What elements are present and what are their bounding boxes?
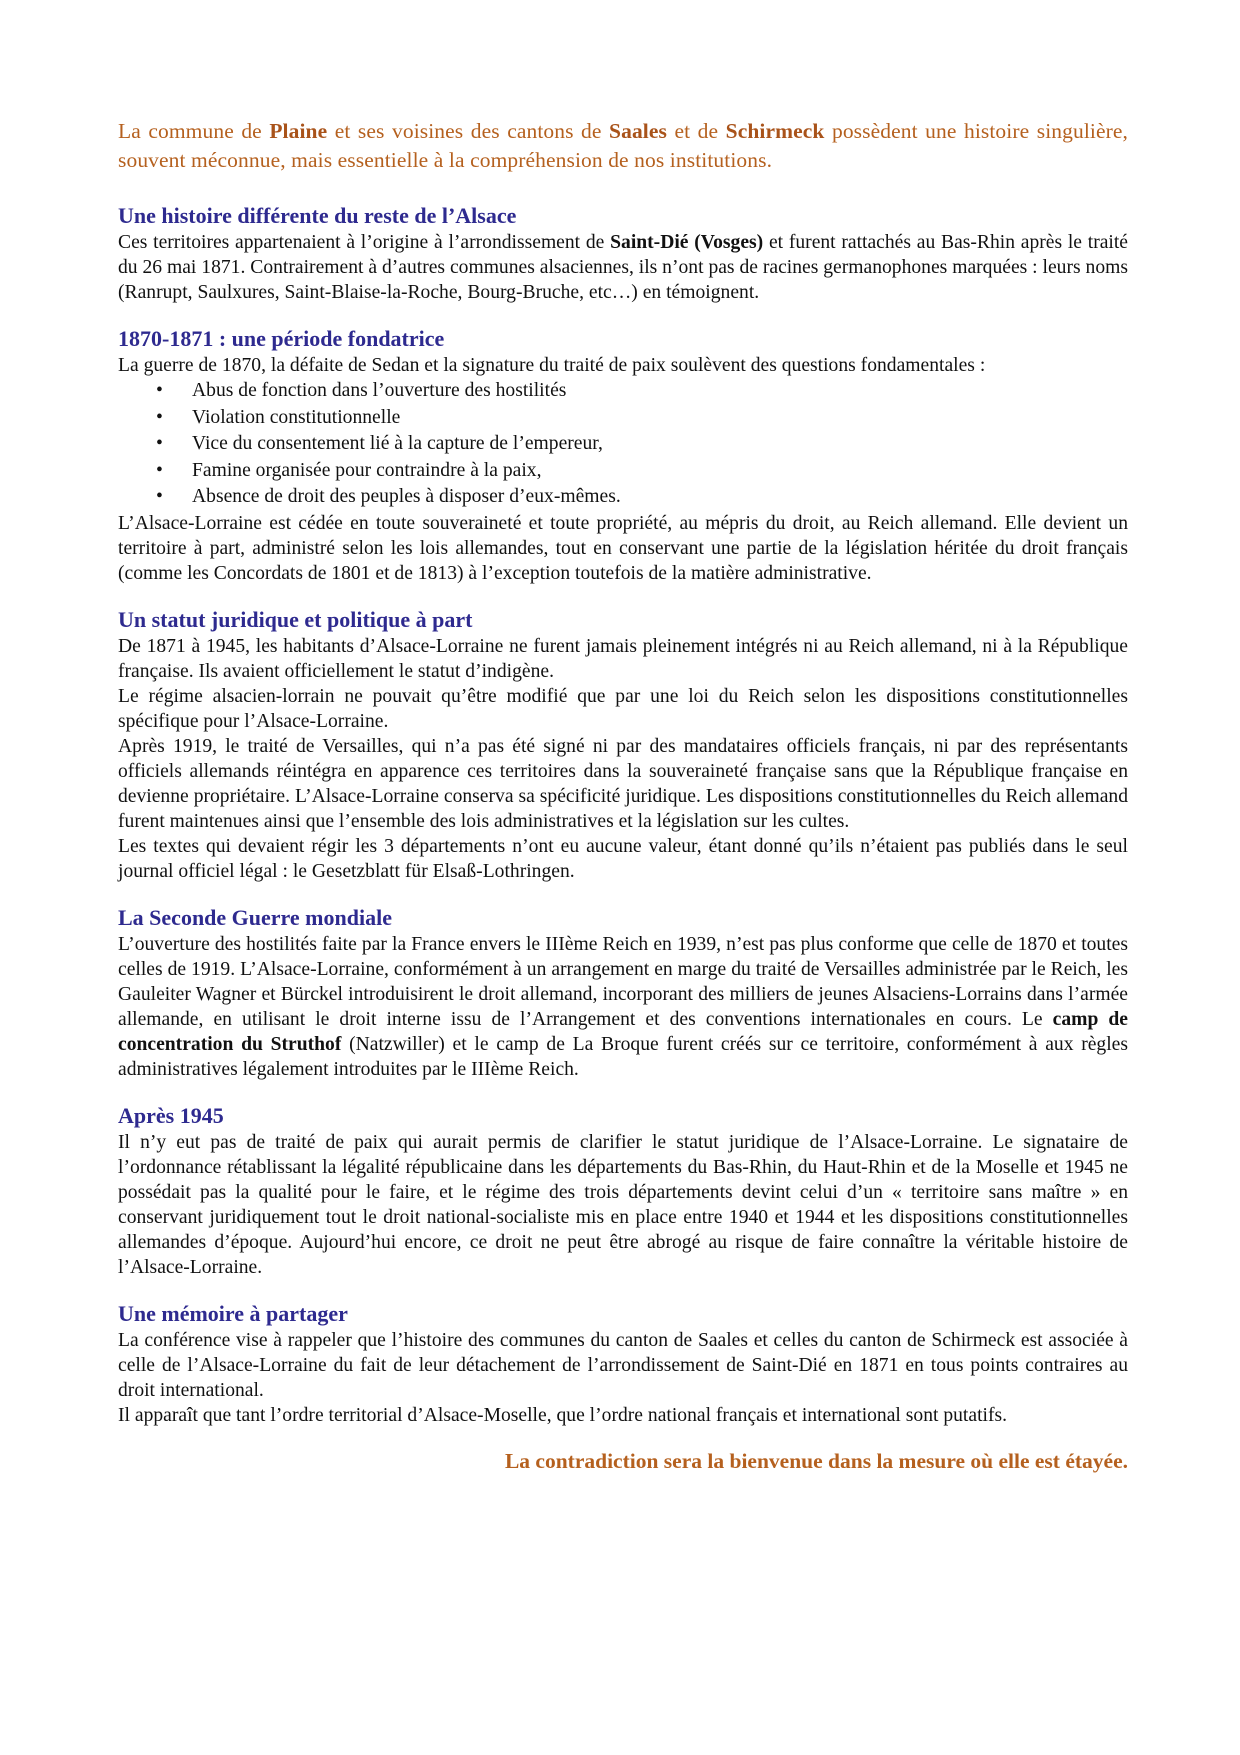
section-seconde-guerre (118, 905, 1128, 1082)
list-item-text: Absence de droit des peuples à disposer d’eux-mêmes. (192, 486, 621, 507)
list-item (156, 405, 1128, 432)
section-paragraph (118, 230, 1128, 305)
section-heading: Un statut juridique et politique à part (118, 606, 473, 632)
bullet-icon: • (156, 380, 163, 401)
bold-struthof: camp de concentration du Struthof (118, 1008, 1128, 1055)
list-item (156, 378, 1128, 405)
list-item-text: Vice du consentement lié à la capture de l’empereur, (192, 433, 603, 454)
section-statut-juridique (118, 607, 1128, 884)
section-memoire (118, 1301, 1128, 1428)
paragraph-text: (Natzwiller) et le camp de La Broque furent créés sur ce territoire, conformément à aux règles administratives légalement introduites par le IIIème Reich. (118, 1033, 1128, 1080)
list-item (156, 431, 1128, 458)
list-item (156, 484, 1128, 511)
list-item-text: Violation constitutionnelle (192, 406, 401, 428)
place-name-plaine: Plaine (269, 119, 328, 143)
section-lead: La guerre de 1870, la défaite de Sedan et la signature du traité de paix soulèvent des questions fondamentales : (118, 355, 986, 376)
bullet-icon: • (156, 433, 163, 454)
intro-text: possèdent une histoire singulière, souvent méconnue, mais essentielle à la compréhension de nos institutions. (118, 119, 1128, 172)
section-heading: Après 1945 (118, 1102, 224, 1128)
bullet-icon: • (156, 406, 163, 428)
section-heading: Une histoire différente du reste de l’Alsace (118, 203, 517, 228)
paragraph-text: et furent rattachés au Bas-Rhin après le traité du 26 mai 1871. Contrairement à d’autres communes alsaciennes, ils n’ont pas de racines germanophones marquées : leurs noms (Ranrupt, Saulxures, Saint-Blaise-la-Roche, Bourg-Bruche, etc…) en témoignent. (118, 232, 1128, 303)
section-heading: 1870-1871 : une période fondatrice (118, 326, 445, 351)
document-page (118, 117, 1128, 1474)
section-paragraph: Le régime alsacien-lorrain ne pouvait qu’être modifié que par une loi du Reich selon les dispositions constitutionnelles spécifique pour l’Alsace-Lorraine. (118, 685, 1128, 732)
section-paragraph: Il n’y eut pas de traité de paix qui aurait permis de clarifier le statut juridique de l’Alsace-Lorraine. Le signataire de l’ordonnance rétablissant la légalité républicaine dans les départements du Bas-Rhin, du Haut-Rhin et de la Moselle et 1945 ne possédait pas la qualité pour le faire, et le régime des trois départements devint celui d’un « territoire sans maître » en conservant juridiquement tout le droit national-socialiste mis en place entre 1940 et 1944 et les dispositions constitutionnelles allemandes d’époque. Aujourd’hui encore, ce droit ne peut être abrogé au risque de faire connaître la véritable histoire de l’Alsace-Lorraine. (118, 1131, 1128, 1278)
section-heading: Une mémoire à partager (118, 1300, 348, 1326)
list-item-text: Famine organisée pour contraindre à la paix, (192, 459, 542, 481)
section-paragraph: La conférence vise à rappeler que l’histoire des communes du canton de Saales et celles du canton de Schirmeck est associée à celle de l’Alsace-Lorraine du fait de leur détachement de l’arrondissement de Saint-Dié en 1871 en tous points contraires au droit international. (118, 1329, 1128, 1401)
section-paragraph: Il apparaît que tant l’ordre territorial d’Alsace-Moselle, que l’ordre national français et international sont putatifs. (118, 1404, 1007, 1426)
section-paragraph: Après 1919, le traité de Versailles, qui n’a pas été signé ni par des mandataires officiels français, ni par des représentants officiels allemands réintégra en apparence ces territoires dans la souveraineté française sans que la République française en devienne propriétaire. L’Alsace-Lorraine conserva sa spécificité juridique. Les dispositions constitutionnelles du Reich allemand furent maintenues ainsi que l’ensemble des lois administratives et la législation sur les cultes. (118, 735, 1128, 832)
section-periode-fondatrice (118, 326, 1128, 586)
intro-text: et de (666, 119, 726, 143)
section-paragraph: L’Alsace-Lorraine est cédée en toute souveraineté et toute propriété, au mépris du droit, au Reich allemand. Elle devient un territoire à part, administré selon les lois allemandes, tout en conservant une partie de la législation héritée du droit français (comme les Concordats de 1801 et de 1813) à l’exception toutefois de la matière administrative. (118, 512, 1128, 584)
intro-text: et ses voisines des cantons de (327, 119, 610, 143)
list-item (156, 458, 1128, 485)
section-paragraph (118, 932, 1128, 1082)
section-paragraph: Les textes qui devaient régir les 3 départements n’ont eu aucune valeur, étant donné qu’ils n’étaient pas publiés dans le seul journal officiel légal : le Gesetzblatt für Elsaß-Lothringen. (118, 835, 1128, 882)
list-item-text: Abus de fonction dans l’ouverture des hostilités (192, 380, 567, 401)
intro-text: La commune de (118, 119, 270, 143)
section-heading: La Seconde Guerre mondiale (118, 904, 392, 930)
paragraph-text: Ces territoires appartenaient à l’origine à l’arrondissement de (118, 232, 611, 253)
bullet-icon: • (156, 459, 163, 481)
bold-place-saint-die: Saint-Dié (Vosges) (610, 232, 764, 253)
paragraph-text: L’ouverture des hostilités faite par la France envers le IIIème Reich en 1939, n’est pas plus conforme que celle de 1870 et toutes celles de 1919. L’Alsace-Lorraine, conformément à un arrangement en marge du traité de Versailles administrée par le Reich, les Gauleiter Wagner et Bürckel introduisirent le droit allemand, incorporant des milliers de jeunes Alsaciens-Lorrains dans l’armée allemande, en utilisant le droit interne issu de l’Arrangement et des conventions internationales en cours. Le (118, 933, 1128, 1030)
section-paragraph: De 1871 à 1945, les habitants d’Alsace-Lorraine ne furent jamais pleinement intégrés ni au Reich allemand, ni à la République française. Ils avaient officiellement le statut d’indigène. (118, 635, 1128, 682)
section-apres-1945 (118, 1103, 1128, 1280)
section-histoire-differente (118, 203, 1128, 305)
closing-statement: La contradiction sera la bienvenue dans la mesure où elle est étayée. (504, 1448, 1128, 1473)
place-name-saales: Saales (609, 119, 667, 143)
bullet-icon: • (156, 486, 163, 507)
bullet-list (118, 378, 1128, 511)
intro-paragraph (118, 117, 1128, 175)
place-name-schirmeck: Schirmeck (725, 119, 825, 143)
